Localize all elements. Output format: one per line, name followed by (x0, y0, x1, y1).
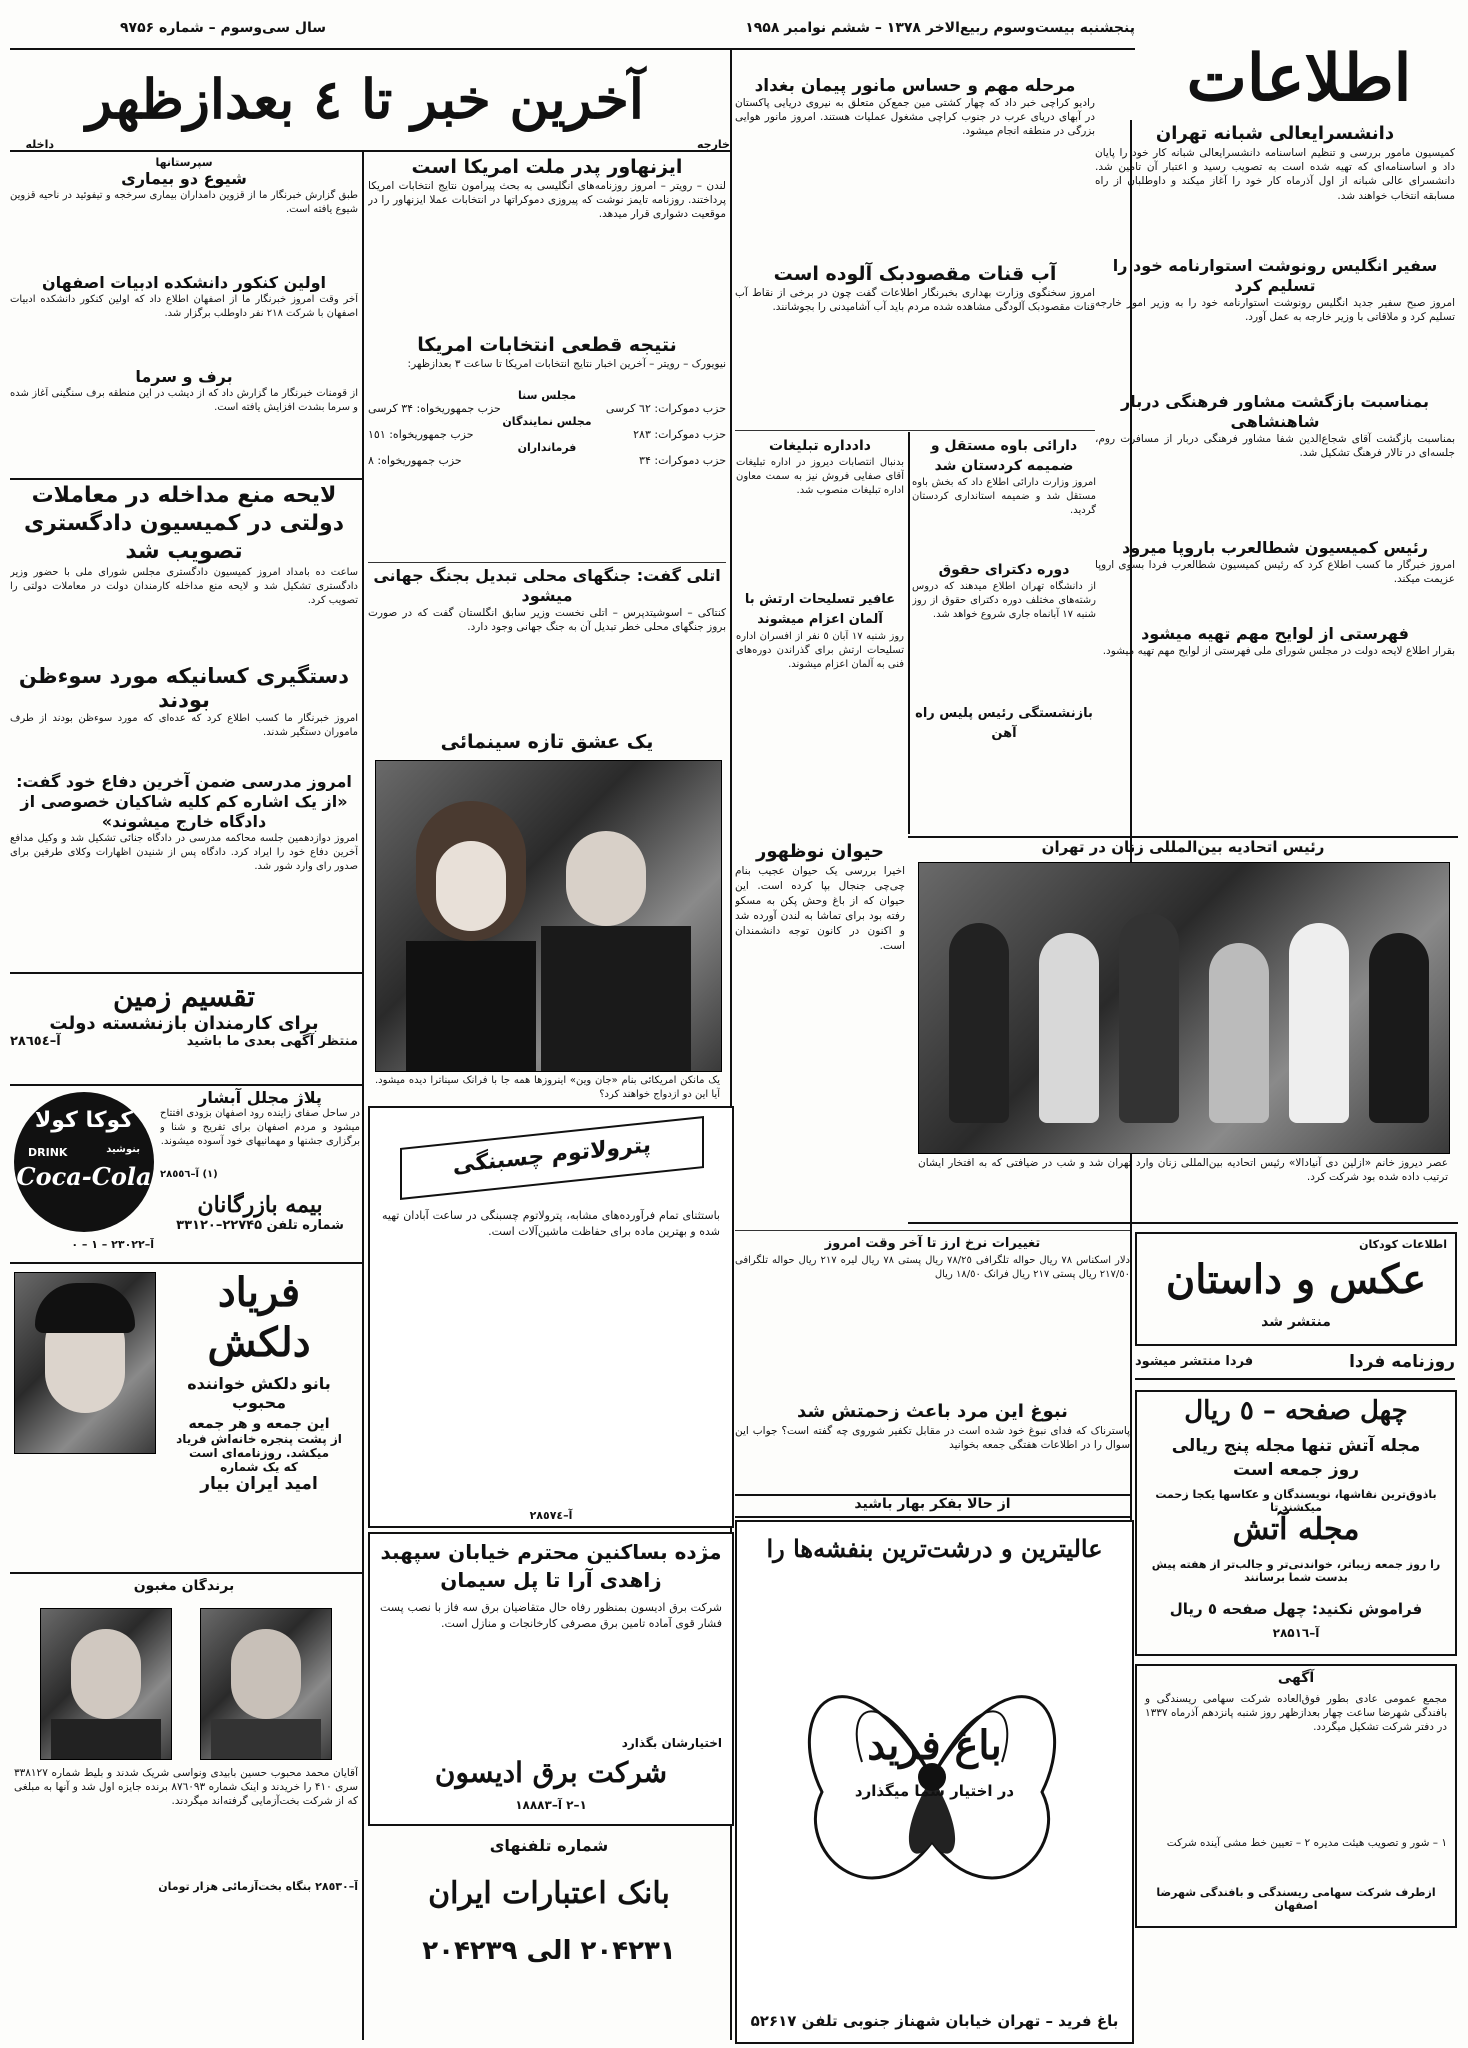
col1-headline-4: رئیس کمیسیون شطالعرب باروپا میرود (1122, 538, 1428, 557)
col1-headline-3: بمناسبت بازگشت مشاور فرهنگی دربار شاهنشاهی (1120, 392, 1430, 431)
col2-text-1: رادیو کراچی خبر داد که چهار کشتی مین جمع‌کن متعلق به نیروی دریایی پاکستان در آبهای دریای عرب در جنوب کراچی مشغول عملیات هستند. امروز مانور هوایی بزرگی در منطقه انجام میشود. (735, 97, 1095, 138)
winner-photo-left (40, 1608, 172, 1760)
delkash-title1: فریاد (217, 1269, 301, 1316)
plage-ad (160, 1088, 360, 1188)
bank-name: بانک اعتبارات ایران (428, 1876, 670, 1911)
edison-code: ۱–۲ آ–۱۸۸۸۳ (515, 1798, 587, 1812)
col4-text-4: ساعت ده بامداد امروز کمیسیون دادگستری مجلس شورای ملی با حضور وزیر دادگستری تشکیل شد و لایحه منع مداخله کارمندان دولت در معاملات دولتی را تصویب کرد. (10, 567, 358, 607)
col4-headline-5: دستگیری کسانیکه مورد سوءظن بودند (18, 664, 350, 712)
col4-headline-2: اولین کنکور دانشکده ادبیات اصفهان (41, 273, 326, 292)
results-governors: فرمانداران (517, 441, 577, 454)
coke-drink: DRINK (28, 1146, 68, 1159)
plage-title: پلاژ مجلل آبشار (198, 1088, 322, 1107)
house-rep: حزب جمهوریخواه: ۱٥۱ (368, 428, 474, 441)
col2-headline-3: دارائی باوه مستقل و ضمیمه کردستان شد (930, 438, 1078, 474)
banner-headline: آخرین خبر تا ٤ بعدازظهر (86, 67, 644, 131)
delkash-line1: این جمعه و هر جمعه (188, 1416, 330, 1432)
col4-text-2: آخر وقت امروز خبرنگار ما از اصفهان اطلاع داد که اولین کنکور دانشکده ادبیات اصفهان با شرکت ۲۱۸ نفر داوطلب برگزار شد. (10, 294, 358, 320)
col4-headline-3: برف و سرما (135, 367, 233, 386)
col4-text-1: طبق گزارش خبرنگار ما از قزوین دامداران بیماری سرخجه و تیفوئید در ناحیه قزوین شیوع یافته است. (10, 190, 358, 216)
atash-magazine-ad (1135, 1390, 1457, 1656)
women-photo-title: رئیس اتحادیه بین‌المللی زنان در تهران (1041, 838, 1325, 856)
land-title: تقسیم زمین (112, 980, 256, 1013)
atash-line3: روز جمعه است (1232, 1460, 1360, 1480)
exchange-headline: تغییرات نرخ ارز تا آخر وقت امروز (824, 1236, 1041, 1251)
edison-headline: مژده بساکنین محترم خیابان سپهبد زاهدی آرا تا پل سیمان (380, 1540, 722, 1592)
edison-electric-ad (368, 1532, 734, 1826)
flower-brand: باغ فرید (867, 1722, 1002, 1769)
col2-headline-6: دادداره تبلیغات (769, 438, 871, 454)
kids-magazine-ad (1135, 1232, 1457, 1346)
coke-persian: کوکا کولا (34, 1108, 134, 1133)
coca-cola-ad (14, 1092, 154, 1232)
women-photo-caption: عصر دیروز خانم «ازلین دی آنیادالا» رئیس اتحادیه بین‌المللی زنان وارد تهران شد و شب در ضیافتی که به افتخار ایشان ترتیب داده شده بود شرکت کرد. (918, 1157, 1448, 1184)
col3-text-2: نیویورک – رویتر – آخرین اخبار نتایج انتخابات امریکا تا ساعت ۳ بعدازظهر: (407, 358, 726, 370)
col4-text-3: از قومنات خبرنگار ما گزارش داد که از دیشب در این منطقه برف سنگینی آغاز شده و سرما بشدت افزایش یافته است. (10, 388, 358, 414)
issue-number: سال سی‌وسوم – شماره ۹۷۵۶ (120, 20, 327, 36)
land-division-ad (10, 980, 358, 1080)
col4-section: سپرستانها (155, 156, 213, 169)
company-notice (1135, 1664, 1457, 1928)
pasternak-text: پاسترناک که فدای نبوغ خود شده است در مقابل تکفیر شوروی چه گفته است؟ جواب این سوال را در اطلاعات هفتگی جمعه بخوانید (735, 1425, 1130, 1452)
delkash-sub2: محبوب (231, 1393, 287, 1412)
insurance-ad (160, 1192, 360, 1258)
col4-headline-1: شیوع دو بیماری (121, 169, 247, 188)
col2-headline-5: بازنشستگی رئیس پلیس راه آهن (915, 706, 1093, 741)
animal-text: اخیرا بررسی یک حیوان عجیب بنام چی‌چی جنجال بپا کرده است. این حیوان که از باغ وحش پکن به مسکو رفته بود برای تماشا به لندن آورده شد و اکنون در کانون توجه دانشمندان است. (735, 865, 905, 952)
petrolatum-code: آ–۲۸٥٧٤ (529, 1509, 573, 1522)
col2-headline-7: عافیر تسلیحات ارتش با آلمان اعزام میشوند (744, 592, 896, 627)
col1-text-4: امروز خبرگار ما کسب اطلاع کرد که رئیس کمیسیون شطالعرب فردا بسوی اروپا عزیمت میکند. (1095, 559, 1455, 586)
pansy-flower-icon (782, 1592, 1082, 1962)
col1-headline-5: فهرستی از لوایح مهم تهیه میشود (1141, 624, 1409, 643)
col4-text-6: امروز دوازدهمین جلسه محاکمه مدرسی در دادگاه جنائی تشکیل شد و وکیل مدافع آخرین دفاع خود را ایراد کرد. دادگاه پس از شنیدن اظهارات وکلای طرفین برای صدور رای وارد شور شد. (10, 833, 358, 873)
results-house: مجلس نمایندگان (502, 415, 592, 428)
petrolatum-logo: پترولاتوم چسبنگی (452, 1132, 652, 1179)
animal-headline: حیوان نوظهور (756, 841, 884, 862)
kids-title: عکس و داستان (1165, 1256, 1427, 1303)
edison-company: شرکت برق ادیسون (434, 1756, 668, 1789)
plage-text: در ساحل صفای زاینده رود اصفهان بزودی افتتاح میشود و مردم اصفهان برای تفریح و شنا و برگزاری جشنها و مهمانیهای خود آسوده میشوند. (160, 1108, 360, 1148)
notice-agenda: ۱ – شور و تصویب هیئت مدیره ۲ – تعیین خط مشی آینده شرکت (1166, 1837, 1447, 1849)
winners-text: آقایان محمد محبوب حسین بابیدی ونواسی شریک شدند و بلیط شماره ۳۳۸۱۲۷ سری ۴۱۰ را خریدند و اینک شماره ۸۷٦۰۹۳ برنده جایزه اول شد و آنها به مبلغی که از شرکت بخت‌آزمایی گرفته‌اند میگردند. (14, 1767, 358, 1808)
insurance-title: بیمه بازرگانان (197, 1192, 323, 1218)
kids-label: اطلاعات کودکان (1359, 1238, 1447, 1251)
notice-sign: ازطرف شرکت سهامی ریسندگی و بافندگی شهرضا اصفهان (1156, 1886, 1436, 1912)
petrolatum-ad (368, 1106, 734, 1528)
delkash-portrait (14, 1272, 156, 1454)
cinema-couple-photo (375, 760, 722, 1072)
bank-phones: ۲۰۴۲۳۱ الی ۲۰۴۲۳۹ (422, 1936, 676, 1966)
col2-text-2: امروز سخنگوی وزارت بهداری بخبرنگار اطلاعات گفت چون در برخی از نقاط آب قنات مقصودبک آلودگی مشاهده شده مردم باید آب آشامیدنی را بجوشانند. (735, 287, 1095, 314)
petrolatum-text: باستثنای تمام فرآورده‌های مشابه، پترولاتوم چسبنگی در ساعت آبادان تهیه شده و بهترین ماده برای حفاظت ماشین‌آلات است. (382, 1209, 720, 1238)
gov-dem: حزب دموکرات: ۳۴ (639, 454, 726, 467)
col2-text-4: از دانشگاه تهران اطلاع میدهند که دروس رشته‌های مختلف دوره دکترای حقوق از روز شنبه ۱۷ آبانماه جاری شروع خواهد شد. (912, 581, 1096, 621)
col4-text-5: امروز خبرنگار ما کسب اطلاع کرد که عده‌ای که مورد سوءظن بودند از طرف ماموران دستگیر شدند. (10, 713, 358, 739)
notice-body: مجمع عمومی عادی بطور فوق‌العاده شرکت سهامی ریسندگی و بافندگی شهرضا ساعت چهار بعدازظهر روز شنبه پانزدهم آذرماه ۱۳۳۷ در دفتر شرکت تشکیل میگردد. (1145, 1693, 1447, 1734)
winners-code: آ–۲۸٥۳۰ بنگاه بخت‌آزمائی هزار تومان (158, 1880, 358, 1893)
tag-external: خارجه (697, 138, 730, 151)
atash-footer: فراموش نکنید: چهل صفحه ٥ ریال (1169, 1600, 1423, 1618)
masthead-box (1140, 36, 1458, 126)
bank-phones-label: شماره تلفنهای (489, 1836, 609, 1855)
atash-line2: مجله آتش تنها مجله پنج ریالی (1171, 1436, 1421, 1456)
insurance-phones: شماره تلفن ۲۲۷۴۵–۳۳۱۲۰ (176, 1218, 344, 1233)
winner-photo-right (200, 1608, 332, 1760)
delkash-title2: دلکش (207, 1319, 311, 1366)
tag-internal: داخله (25, 138, 54, 151)
col2-headline-4: دوره دکترای حقوق (938, 562, 1070, 578)
results-senate: مجلس سنا (517, 389, 577, 402)
col4-headline-6: امروز مدرسی ضمن آخرین دفاع خود گفت: «از یک اشاره کم کلیه شاکیان خصوصی از دادگاه خارج میشوند» (16, 772, 352, 831)
senate-rep: حزب جمهوریخواه: ۳۴ کرسی (368, 402, 501, 415)
senate-dem: حزب دموکرات: ٦۲ کرسی (605, 402, 726, 415)
atash-desc: باذوق‌ترین نقاشها، نویسندگان و عکاسها یکجا زحمت میکشند تا (1155, 1488, 1437, 1514)
flower-line2: در اختیار شما میگذارد (854, 1782, 1015, 1800)
col3-headline-4: یک عشق تازه سینمائی (440, 731, 654, 753)
land-subtitle: برای کارمندان بازنشسته دولت (49, 1013, 319, 1034)
delkash-sub1: بانو دلکش خواننده (187, 1374, 331, 1393)
coke-buy: بنوشید (106, 1144, 140, 1155)
atash-desc2: را روز جمعه زیباتر، خواندنی‌تر و جالب‌تر از هفته پیش بدست شما برسانند (1151, 1558, 1441, 1584)
petrolatum-sign (400, 1116, 704, 1200)
edison-addr: اختیارشان بگذارد (621, 1736, 722, 1750)
delkash-line2: از پشت پنجره خانه‌اش فریاد میکشد. روزنامه‌ای است (176, 1432, 342, 1460)
exchange-rates: دلار اسکناس ۷۸ ریال حواله تلگرافی ۷۸/۲٥ ریال پستی ۷۸ ریال لیره ۲۱۷ ریال حواله تلگرافی ۲۱۷/٥۰ ریال پستی ۲۱۷ ریال فرانک ۱۸/٥۰ ریال (735, 1255, 1130, 1281)
insurance-code: آ–۲۳۰۲۲ – ۱ – ۰ (71, 1238, 154, 1251)
flower-footer: باغ فرید – تهران خیابان شهناز جنوبی تلفن ۵۲۶۱۷ (750, 2012, 1119, 2030)
col2-text-7: روز شنبه ۱۷ آبان ٥ نفر از افسران اداره تسلیحات ارتش برای گذراندن دوره‌های فنی به آلمان اعزام میشوند. (736, 631, 904, 671)
col3-headline-3: اتلی گفت: جنگهای محلی تبدیل بجنگ جهانی میشود (373, 566, 721, 605)
plage-code: (۱) آ–۲۸٥٥٦ (160, 1169, 218, 1180)
notice-title: آگهی (1277, 1670, 1315, 1686)
cinema-caption: یک مانکن امریکائی بنام «جان وین» اینروزها همه جا با فرانک سیناترا دیده میشود. آیا این دو ازدواج خواهند کرد؟ (375, 1075, 720, 1101)
col1-text-2: امروز صبح سفیر جدید انگلیس رونوشت استوارنامه خود را به وزیر امور خارجه تسلیم کرد و ملاقاتی با وزیر خارجه به عمل آورد. (1095, 297, 1455, 324)
col1-text-5: بقرار اطلاع لایحه دولت در مجلس شورای ملی فهرستی از لوایح مهم تهیه میشود. (1102, 645, 1455, 657)
col3-text-1: لندن – رویتر – امروز روزنامه‌های انگلیسی به بحث پیرامون نتایج انتخابات امریکا پرداختند. روزنامه تایمز نوشت که پیروزی دموکراتها در انتخابات عملا ایزنهاور را در موقعیت دشواری قرار میدهد. (368, 180, 726, 221)
col3-headline-1: ایزنهاور پدر ملت امریکا است (411, 156, 683, 178)
land-code: آ–۲۸٦٥٤ (10, 1034, 61, 1049)
flower-headline: عالیترین و درشت‌ترین بنفشه‌ها را (766, 1534, 1103, 1563)
farda-sub: فردا منتشر میشود (1135, 1354, 1254, 1369)
col4-headline-4: لایحه منع مداخله در معاملات دولتی در کمیسیون دادگستری تصویب شد (24, 483, 344, 564)
gov-rep: حزب جمهوریخواه: ۸ (368, 454, 462, 467)
delkash-ad (158, 1268, 360, 1568)
col1-text-1: کمیسیون مامور بررسی و تنظیم اساسنامه دانشسرایعالی شبانه کار خود را پایان داد و اساسنامه‌ای که تهیه شده است به تصویب رسید و اعتبار آن تامین شد. دانشسرای عالی شبانه از اول آذرماه کار خود را آغاز میکند و داوطلبان از راه مسابقه انتخاب خواهند شد. (1095, 147, 1455, 202)
delkash-line3: که یک شماره (220, 1460, 298, 1474)
col2-headline-2: آب قنات مقصودبک آلوده است (773, 263, 1057, 285)
farda-ad (1135, 1350, 1455, 1380)
coke-brand: Coca-Cola (16, 1162, 152, 1191)
dateline: پنجشنبه بیست‌وسوم ربیع‌الاخر ۱۳۷۸ – ششم نوامبر ۱۹۵۸ (745, 20, 1135, 36)
spring-header: از حالا بفکر بهار باشید (735, 1494, 1130, 1518)
col3-text-3: کنتاکی – اسوشیتدپرس – اتلی نخست وزیر سابق انگلستان گفت که در صورت بروز جنگهای محلی خطر تبدیل آن به جنگ جهانی وجود دارد. (368, 607, 726, 634)
delkash-paper: امید ایران بیار (200, 1474, 318, 1494)
masthead-title: اطلاعات (1186, 41, 1412, 116)
col2-text-3: امروز وزارت دارائی اطلاع داد که بخش باوه مستقل شد و ضمیمه استانداری کردستان گردید. (912, 477, 1096, 517)
col1-headline-2: سفیر انگلیس رونوشت استوارنامه خود را تسلیم کرد (1112, 256, 1438, 295)
atash-title: مجله آتش (1232, 1512, 1360, 1547)
col1-headline-1: دانشسرایعالی شبانه تهران (1155, 123, 1395, 144)
house-dem: حزب دموکرات: ۲۸۳ (633, 428, 726, 441)
col1-text-3: بمناسبت بازگشت آقای شجاع‌الدین شفا مشاور فرهنگی دربار از مسافرت روم، جلسه‌ای در تالار فرهنگ تشکیل شد. (1095, 433, 1455, 460)
women-union-photo (918, 862, 1450, 1154)
pasternak-headline: نبوغ این مرد باعث زحمتش شد (797, 1401, 1068, 1422)
col2-text-6: بدنبال انتصابات دیروز در اداره تبلیغات آقای صفایی فروش نیز به سمت معاون اداره تبلیغات منصوب شد. (736, 457, 904, 497)
land-note: منتظر آگهی بعدی ما باشید (186, 1034, 358, 1049)
col2-headline-1: مرحله مهم و حساس مانور پیمان بغداد (754, 76, 1076, 96)
bank-ad (368, 1826, 730, 2040)
edison-text: شرکت برق ادیسون بمنظور رفاه حال متقاضیان برق سه فاز با نصب پست فشار قوی آماده تامین برق مصرفی کارخانجات و منازل است. (380, 1601, 722, 1630)
atash-price: چهل صفحه – ٥ ریال (1184, 1396, 1408, 1426)
kids-subtitle: منتشر شد (1261, 1314, 1331, 1330)
winners-title: برندگان مغبون (133, 1578, 235, 1594)
farda-title: روزنامه فردا (1349, 1352, 1455, 1372)
atash-code: آ–۲۸۵۱٦ (1272, 1626, 1320, 1640)
col3-headline-2: نتیجه قطعی انتخابات امریکا (417, 334, 677, 356)
flower-garden-ad (735, 1520, 1134, 2044)
